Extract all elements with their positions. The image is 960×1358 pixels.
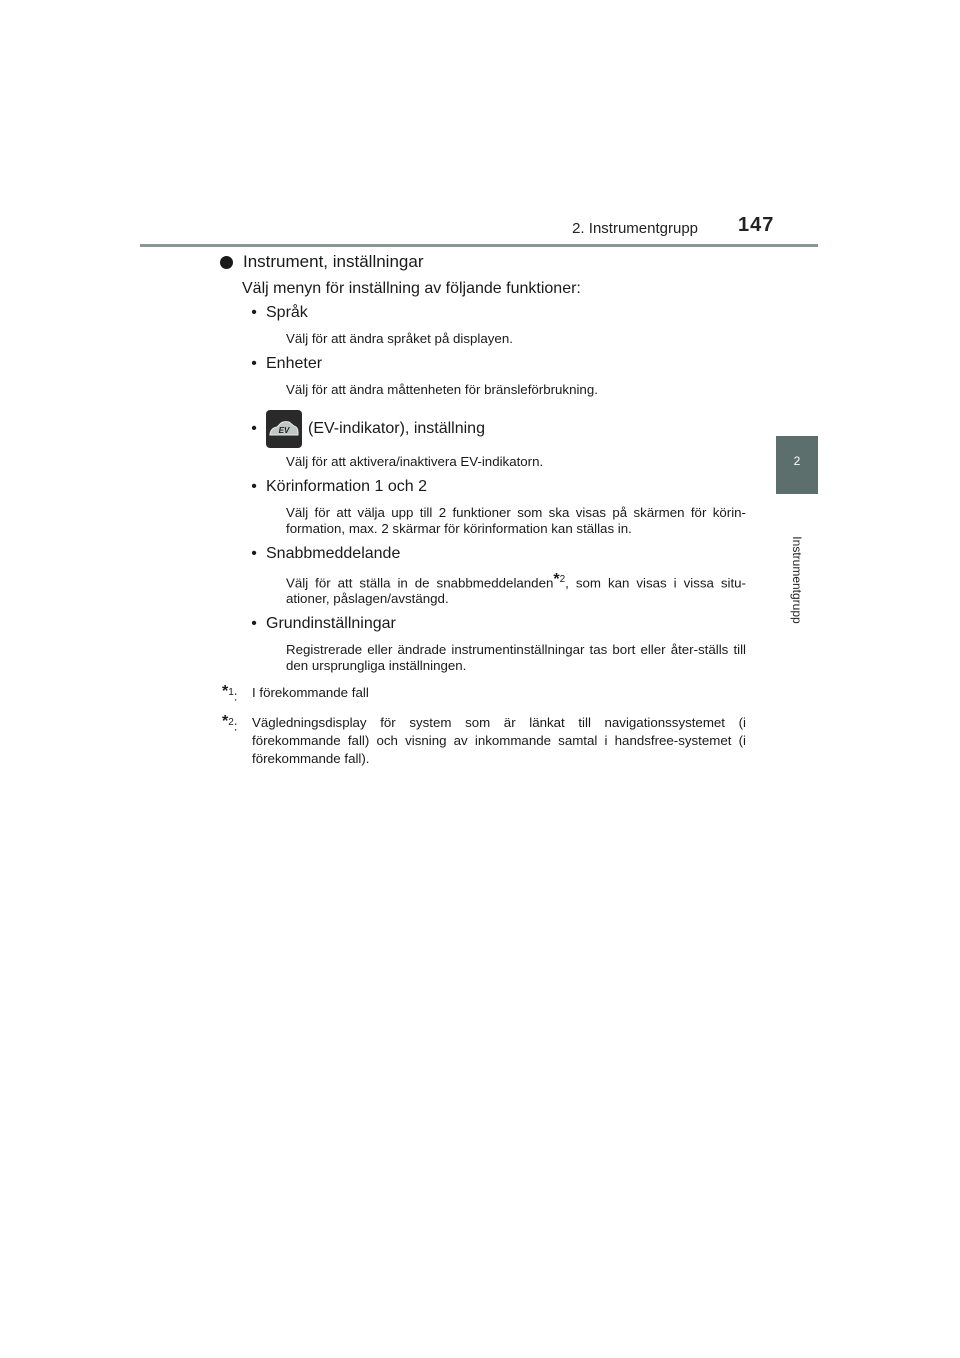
footnote-ref: 2 [559, 574, 566, 585]
ev-icon-text: EV [278, 426, 290, 435]
main-content [222, 252, 746, 776]
asterisk: * [553, 571, 560, 588]
item-title: Körinformation 1 och 2 [266, 478, 427, 495]
bullet: • [251, 478, 257, 495]
bullet: • [251, 355, 257, 372]
footnotes [222, 684, 746, 767]
item-description: Registrerade eller ändrade instrumentinställningar tas bort eller åter-ställs till den ursprungliga inställningen. [286, 642, 746, 674]
section-title: 2. Instrumentgrupp [572, 220, 698, 237]
item-title: (EV-indikator), inställning [308, 420, 485, 437]
list-item [249, 544, 746, 607]
item-description: Välj för att aktivera/inaktivera EV-indikatorn. [286, 454, 544, 469]
bullet: • [251, 420, 257, 437]
list-item [249, 303, 746, 347]
header-rule [140, 244, 818, 247]
list-item [249, 354, 746, 398]
list-item [249, 410, 746, 470]
item-description: Välj för att välja upp till 2 funktioner som ska visas på skärmen för körin-formation, max. 2 skärmar för körinformation kan ställas in. [286, 505, 746, 536]
item-title: Snabbmeddelande [266, 545, 401, 562]
filled-circle-icon [220, 256, 233, 269]
item-description: Välj för att ändra språket på displayen. [286, 331, 513, 346]
footnote-text: Vägledningsdisplay för system som är länkat till navigationssystemet (i förekommande fall) och visning av inkommande samtal i handsfree-systemet (i förekommande fall). [252, 714, 746, 766]
bullet: • [251, 615, 257, 633]
ev-indicator-icon [266, 410, 302, 448]
footnote [222, 714, 746, 768]
bullet: • [251, 545, 257, 562]
list-item [249, 614, 746, 674]
intro-text: Välj menyn för inställning av följande funktioner: [242, 280, 581, 297]
page-number: 147 [738, 214, 775, 236]
item-description: Välj för att ställa in de snabbmeddelanden*$^2$, som kan visas i vissa situ-ationer, påslagen/avstängd. [286, 571, 746, 607]
chapter-tab[interactable] [776, 436, 818, 494]
footnote-mark: *$^1$: [222, 683, 238, 704]
chapter-tab-label: Instrumentgrupp [790, 536, 804, 624]
item-title: Språk [266, 304, 308, 321]
item-description: Välj för att ändra måttenheten för bränsleförbrukning. [286, 382, 598, 397]
section-heading [220, 252, 746, 272]
bullet: • [251, 304, 257, 321]
list-item [249, 477, 746, 537]
item-title: Grundinställningar [266, 615, 396, 633]
item-title: Enheter [266, 355, 323, 372]
chapter-tab-number: 2 [793, 454, 801, 468]
section-heading-text: Instrument, inställningar [243, 252, 424, 271]
footnote [222, 684, 746, 705]
footnote-mark: *$^2$: [222, 712, 238, 734]
footnote-text: I förekommande fall [252, 685, 369, 701]
